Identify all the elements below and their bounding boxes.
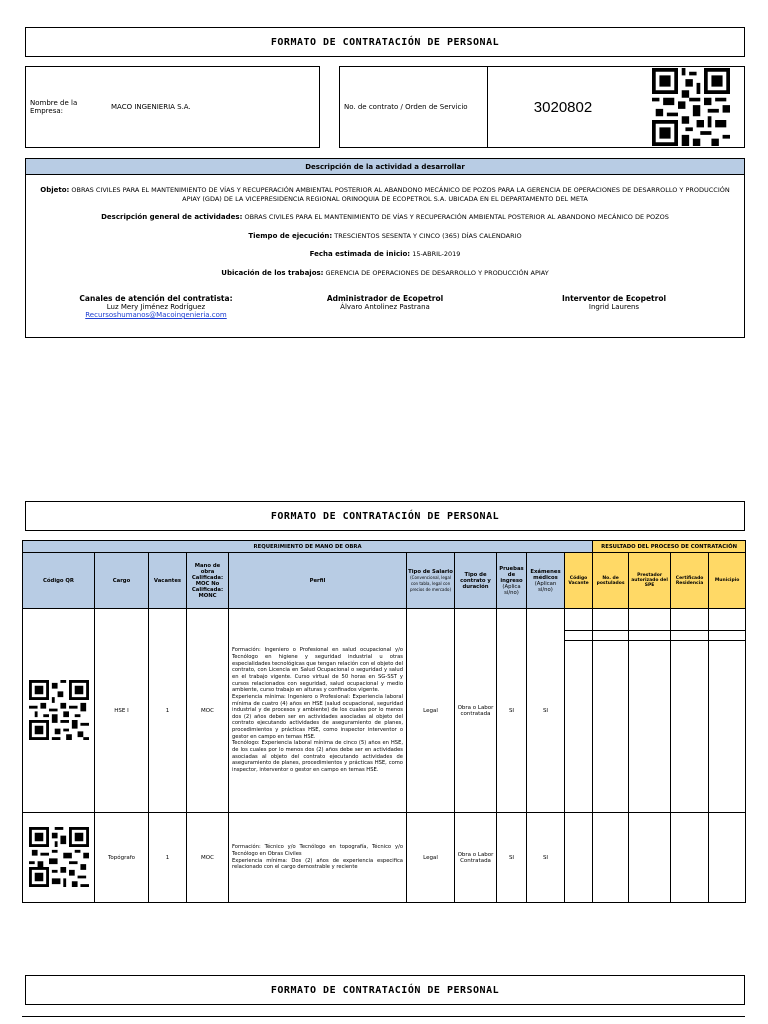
contacts-row: [26, 294, 744, 319]
pruebas-cell: SI: [497, 813, 527, 903]
form-title-page-3: FORMATO DE CONTRATACIÓN DE PERSONAL: [25, 975, 745, 1005]
result-cell[interactable]: [709, 609, 746, 631]
labor-requirements-table: [22, 540, 746, 903]
contract-number: 3020802: [533, 98, 593, 116]
perfil-cell: Formación: Técnico y/o Tecnólogo en topografía, Técnico y/o Tecnólogo en Obras Civiles Experiencia mínima: Dos (2) años de experiencia especifica relacionado con el cargo demostrable y reciente: [229, 813, 407, 903]
result-cell[interactable]: [593, 631, 629, 641]
examenes-cell: SI: [527, 813, 565, 903]
req-header: REQUERIMIENTO DE MANO DE OBRA: [23, 541, 593, 553]
col-perfil: Perfil: [229, 553, 407, 609]
examenes-cell: SI: [527, 609, 565, 813]
company-name: MACO INGENIERIA S.A.: [111, 103, 191, 111]
result-cell[interactable]: [565, 641, 593, 813]
contract-label: No. de contrato / Orden de Servicio: [340, 67, 488, 147]
vacantes-cell: 1: [149, 609, 187, 813]
result-cell[interactable]: [671, 609, 709, 631]
result-cell[interactable]: [629, 813, 671, 903]
contact-email-link[interactable]: Recursoshumanos@Macoingenieria.com: [85, 310, 227, 319]
tipo-salario-cell: Legal: [407, 813, 455, 903]
col-vacantes: Vacantes: [149, 553, 187, 609]
cargo-cell: Topógrafo: [95, 813, 149, 903]
result-cell[interactable]: [593, 641, 629, 813]
contractor-channels: Canales de atención del contratista: Luz Mery Jiménez Rodríguez Recursoshumanos@Macoingenieria.com: [79, 293, 233, 319]
tiempo-row: Tiempo de ejecución: TRESCIENTOS SESENTA Y CINCO (365) DÍAS CALENDARIO: [248, 231, 522, 240]
tipo-contrato-cell: Obra o Labor contratada: [455, 609, 497, 813]
next-table-edge: [22, 1016, 745, 1024]
vacantes-cell: 1: [149, 813, 187, 903]
col-qr: Código QR: [23, 553, 95, 609]
col-municipio: Municipio: [709, 553, 746, 609]
ecopetrol-admin: Administrador de Ecopetrol Álvaro Antolinez Pastrana: [326, 293, 444, 311]
objeto-row: Objeto: OBRAS CIVILES PARA EL MANTENIMIENTO DE VÍAS Y RECUPERACIÓN AMBIENTAL POSTERIOR AL ABANDONO MECÁNICO DE POZOS PARA LA GERENCIA DE OPERACIONES DE DESARROLLO Y PRODUCCIÓN APIAY (GDA) DE LA VICEPRESIDENCIA REGIONAL ORINOQUIA DE ECOPETROL S.A. UBICADA EN EL DEPARTAMENTO DEL META: [40, 186, 730, 204]
perfil-cell: Formación: Ingeniero o Profesional en salud ocupacional y/o Tecnólogo en higiene y seguridad industrial u otras especialidades tecnológicas que tengan relación con el objeto del contrato, con Licencia en Salud Ocupacional o seguridad y salud en el trabajo vigente. Curso virtual de 50 horas en SG-SST y cursos relacionados con seguridad, salud ocupacional y medio ambiente, curso trabajo en alturas y confinados vigente. Experiencia mínima: Ingeniero o Profesional: Experiencia laboral mínima de cuatro (4) años en HSE (salud ocupacional, seguridad industrial y de procesos y ambiente) de los cuales por lo menos dos (2) años deben ser en actividades asociadas al objeto del contrato ejecutando actividades de aseguramiento de planes, procedimientos y prácticas HSE, como inspector interventor o gestor en campo en temas HSE. Tecnólogo: Experiencia laboral mínima de cinco (5) años en HSE, de los cuales por lo menos dos (2) años debe ser en actividades asociadas al objeto del contrato ejecutando actividades de aseguramiento de planes, procedimientos y prácticas HSE, como inspector, interventor o gestor en campo en temas HSE.: [229, 609, 407, 813]
col-prestador: Prestador autorizado del SPE: [629, 553, 671, 609]
description-header: Descripción de la actividad a desarrollar: [26, 159, 744, 175]
tipo-salario-cell: Legal: [407, 609, 455, 813]
result-cell[interactable]: [709, 813, 746, 903]
form-title-page-2: FORMATO DE CONTRATACIÓN DE PERSONAL: [25, 501, 745, 531]
result-cell[interactable]: [709, 631, 746, 641]
result-cell[interactable]: [565, 609, 593, 631]
company-box: [25, 66, 320, 148]
mano-obra-cell: MOC: [187, 813, 229, 903]
result-cell[interactable]: [593, 609, 629, 631]
form-title: FORMATO DE CONTRATACIÓN DE PERSONAL: [25, 27, 745, 57]
col-cargo: Cargo: [95, 553, 149, 609]
col-tipo-contrato: Tipo de contrato y duración: [455, 553, 497, 609]
qr-code-icon: [638, 68, 744, 146]
result-cell[interactable]: [565, 813, 593, 903]
result-cell[interactable]: [629, 609, 671, 631]
col-codigo-vacante: Código Vacante: [565, 553, 593, 609]
result-cell[interactable]: [671, 631, 709, 641]
result-cell[interactable]: [671, 813, 709, 903]
pruebas-cell: SI: [497, 609, 527, 813]
table-row: [23, 609, 746, 631]
qr-code-icon: [23, 609, 95, 813]
col-pruebas: Pruebas de ingreso (Aplica si/no): [497, 553, 527, 609]
col-mano-obra: Mano de obra Calificada: MOC No Calificada: MONC: [187, 553, 229, 609]
ecopetrol-interventor: Interventor de Ecopetrol Ingrid Laurens: [561, 293, 667, 311]
result-header: RESULTADO DEL PROCESO DE CONTRATACIÓN: [593, 541, 746, 553]
activity-description-section: [25, 158, 745, 338]
company-label: Nombre de la Empresa:: [30, 99, 78, 115]
result-cell[interactable]: [629, 631, 671, 641]
cargo-cell: HSE I: [95, 609, 149, 813]
contract-box: [339, 66, 745, 148]
col-examenes: Exámenes médicos (Aplican si/no): [527, 553, 565, 609]
ubicacion-row: Ubicación de los trabajos: GERENCIA DE OPERACIONES DE DESARROLLO Y PRODUCCIÓN APIAY: [221, 268, 549, 277]
result-cell[interactable]: [671, 641, 709, 813]
tipo-contrato-cell: Obra o Labor Contratada: [455, 813, 497, 903]
col-postulados: No. de postulados: [593, 553, 629, 609]
table-row: [23, 813, 746, 903]
result-cell[interactable]: [629, 641, 671, 813]
result-cell[interactable]: [709, 641, 746, 813]
result-cell[interactable]: [565, 631, 593, 641]
col-certificado: Certificado Residencia: [671, 553, 709, 609]
actividades-row: Descripción general de actividades: OBRAS CIVILES PARA EL MANTENIMIENTO DE VÍAS Y RECUPERACIÓN AMBIENTAL POSTERIOR AL ABANDONO MECÁNICO DE POZOS: [101, 213, 669, 222]
col-tipo-salario: Tipo de Salario (Convencional, legal con tabla, legal con precios de mercado): [407, 553, 455, 609]
result-cell[interactable]: [593, 813, 629, 903]
fecha-row: Fecha estimada de inicio: 15-ABRIL-2019: [309, 250, 461, 259]
mano-obra-cell: MOC: [187, 609, 229, 813]
qr-code-icon: [23, 813, 95, 903]
